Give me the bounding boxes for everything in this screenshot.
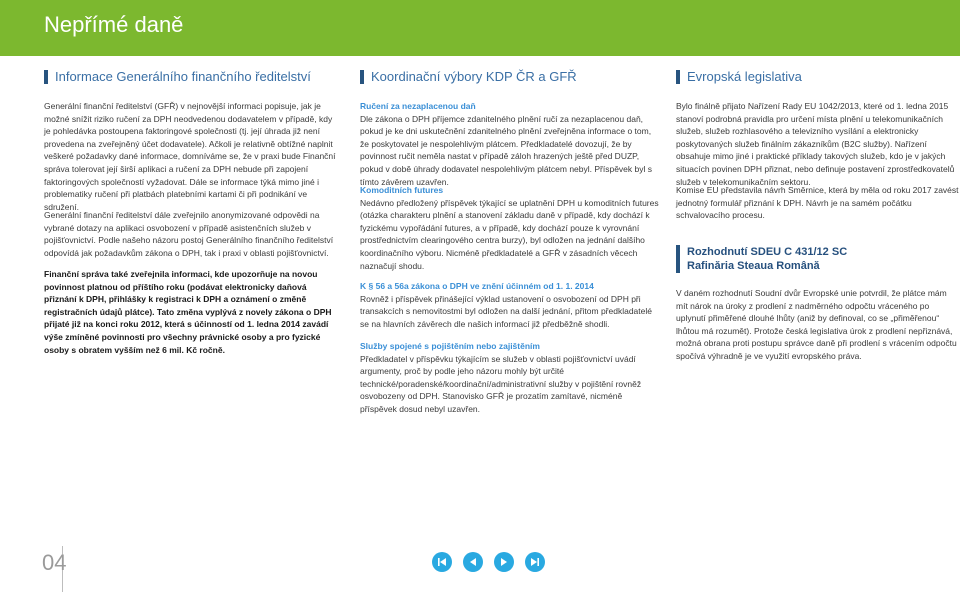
previous-page-button[interactable] bbox=[463, 552, 483, 572]
first-page-button[interactable] bbox=[432, 552, 452, 572]
column-heading: Informace Generálního finančního ředitelství bbox=[44, 70, 334, 84]
col1-paragraph-3: Finanční správa také zveřejnila informaci, kde upozorňuje na novou povinnost platnou od příštího roku (podávat elektronicky daňová přiznání k DPH, přihlášky k registraci k DPH a oznámení o změně registračních údajů plátce). Tato změna vyplývá z novely zákona o DPH přijaté již na konci roku 2012, která s účinností od 1. ledna 2014 zavádí výše zmíněné povinnosti pro všechny právnické osoby a pro fyzické osoby s obratem vyšším než 6 mil. Kč ročně. bbox=[44, 269, 332, 355]
section-text: Dle zákona o DPH příjemce zdanitelného plnění ručí za nezaplacenou daň, pokud je ke dni uskutečnění zdanitelného plnění zveřejněna informace o tom, že poskytovatel je nespolehlivým plátcem. Předkladatelé dovozují, že by povinnost ručit neměla nastat v případě záloh hrazených ještě před DUZP, pokud v době úhrady dodavatel nespolehlivým plátcem nebyl. Příspěvek byl s tímto závěrem uzavřen. bbox=[360, 113, 653, 187]
section-title: Služby spojené s pojištěním nebo zajištěním bbox=[360, 341, 540, 351]
column-heading: Koordinační výbory KDP ČR a GFŘ bbox=[360, 70, 660, 84]
col3-paragraph-1: Bylo finálně přijato Nařízení Rady EU 1042/2013, které od 1. ledna 2015 stanoví podrobná pravidla pro určení místa plnění u telekomunikačních služeb, služeb rozhlasového a televizního vysílání a elektronicky poskytovaných služeb finálním zákazníkům (B2C služby). Nařízení obsahuje mimo jiné i praktické příklady takových služeb, kdo je v jakých situacích povinen DPH přiznat, nebo definuje postavení zprostředkovatelů služeb v telekomunikačním sektoru. bbox=[676, 101, 955, 187]
header-banner bbox=[0, 0, 960, 56]
column-heading: Evropská legislativa bbox=[676, 70, 960, 84]
ruling-heading-line-1: Rozhodnutí SDEU C 431/12 SC bbox=[687, 246, 848, 258]
col1-paragraph-2: Generální finanční ředitelství dále zveřejnilo anonymizované odpovědi na vybrané dotazy na aplikaci osvobození v případě asistenčních služeb v pojišťovnictví. Podle našeho názoru postoj Generálního finančního ředitelství odpovídá jak požadavkům zákona o DPH, tak i praxi v oblasti pojišťovnictví. bbox=[44, 210, 334, 258]
column-gfr-info bbox=[44, 70, 334, 84]
last-page-icon bbox=[529, 556, 541, 568]
section-title: K § 56 a 56a zákona o DPH ve znění účinném od 1. 1. 2014 bbox=[360, 281, 594, 291]
ruling-heading bbox=[676, 245, 936, 273]
col2-section-4 bbox=[360, 340, 660, 416]
section-text: Rovněž i příspěvek přinášející výklad ustanovení o osvobození od DPH při transakcích s nemovitostmi byl odložen na další jednání, přitom předkladatelé se na hlavních závěrech dle našich informací již předběžně shodli. bbox=[360, 293, 652, 329]
next-page-button[interactable] bbox=[494, 552, 514, 572]
page-title: Nepřímé daně bbox=[44, 12, 184, 37]
ruling-heading-line-2: Rafinăria Steaua Română bbox=[687, 260, 820, 272]
page-number: 04 bbox=[42, 550, 67, 575]
last-page-button[interactable] bbox=[525, 552, 545, 572]
column-eu-legislation bbox=[676, 70, 960, 84]
column-coordination-committees bbox=[360, 70, 660, 84]
first-page-icon bbox=[436, 556, 448, 568]
col3-paragraph-2: Komise EU představila návrh Směrnice, která by měla od roku 2017 zavést jednotný formulář přiznání k DPH. Návrh je na samém počátku schvalovacího procesu. bbox=[676, 185, 959, 221]
col1-paragraph-1: Generální finanční ředitelství (GFŘ) v nejnovější informaci popisuje, jak je možné snížit riziko ručení za DPH neodvedenou dodavatelem v případě, kdy je pohledávka postoupena faktoringové společnosti (tj. její úhrada již není provedena na zveřejněný účet dodavatele). Ačkoli je relativně obtížné naplnit veškeré požadavky dané informace, domníváme se, že v praxi bude Finanční správa tolerovat její širší aplikaci a ručení za DPH nebude při zapojení faktoringových společností vyžadovat. Dále se informace týká mimo jiné i problematiky ručení při platbách platebními kartami či při podnikání ve sdružení. bbox=[44, 101, 336, 212]
section-text: Nedávno předložený příspěvek týkající se uplatnění DPH u komoditních futures (otázka charakteru plnění a stanovení základu daně v případě, kdy dochází k fyzickému vypořádání futures, a v případě, kdy dochází pouze k vyrovnání prostřednictvím clearingového centra burzy), byl odložen na jednání dalšího koordinačního výboru. Nicméně předkladatelé a GFŘ v zásadních věcech naznačují shodu. bbox=[360, 197, 659, 271]
section-title: Komoditních futures bbox=[360, 185, 444, 195]
col2-section-3 bbox=[360, 280, 660, 330]
section-text: Předkladatel v příspěvku týkajícím se služeb v oblasti pojišťovnictví uvádí argumenty, proč by podle jeho názoru mohly být určité technické/poradenské/koordinační/administrativní služby v pojištění rovněž osvobozeny od DPH. Stanovisko GFŘ je prozatím zamítavé, nicméně příspěvek dosud nebyl uzavřen. bbox=[360, 353, 642, 414]
col3-paragraph-3: V daném rozhodnutí Soudní dvůr Evropské unie potvrdil, že plátce mám mít nárok na úroky z prodlení z nadměrného odpočtu vráceného po uplynutí přiměřené dlouhé lhůty (aniž by definoval, co se „přiměřenou“ lhůtou má rozumět). Protože česká legislativa úrok z prodlení nepřiznává, možná obrana proti postupu správce daně při prodlení s vrácením odpočtu spočívá výhradně je ve využití evropského práva. bbox=[676, 288, 957, 361]
next-page-icon bbox=[498, 556, 510, 568]
col2-section-1 bbox=[360, 100, 660, 188]
col2-section-2 bbox=[360, 184, 660, 272]
section-title: Ručení za nezaplacenou daň bbox=[360, 101, 476, 111]
previous-page-icon bbox=[467, 556, 479, 568]
